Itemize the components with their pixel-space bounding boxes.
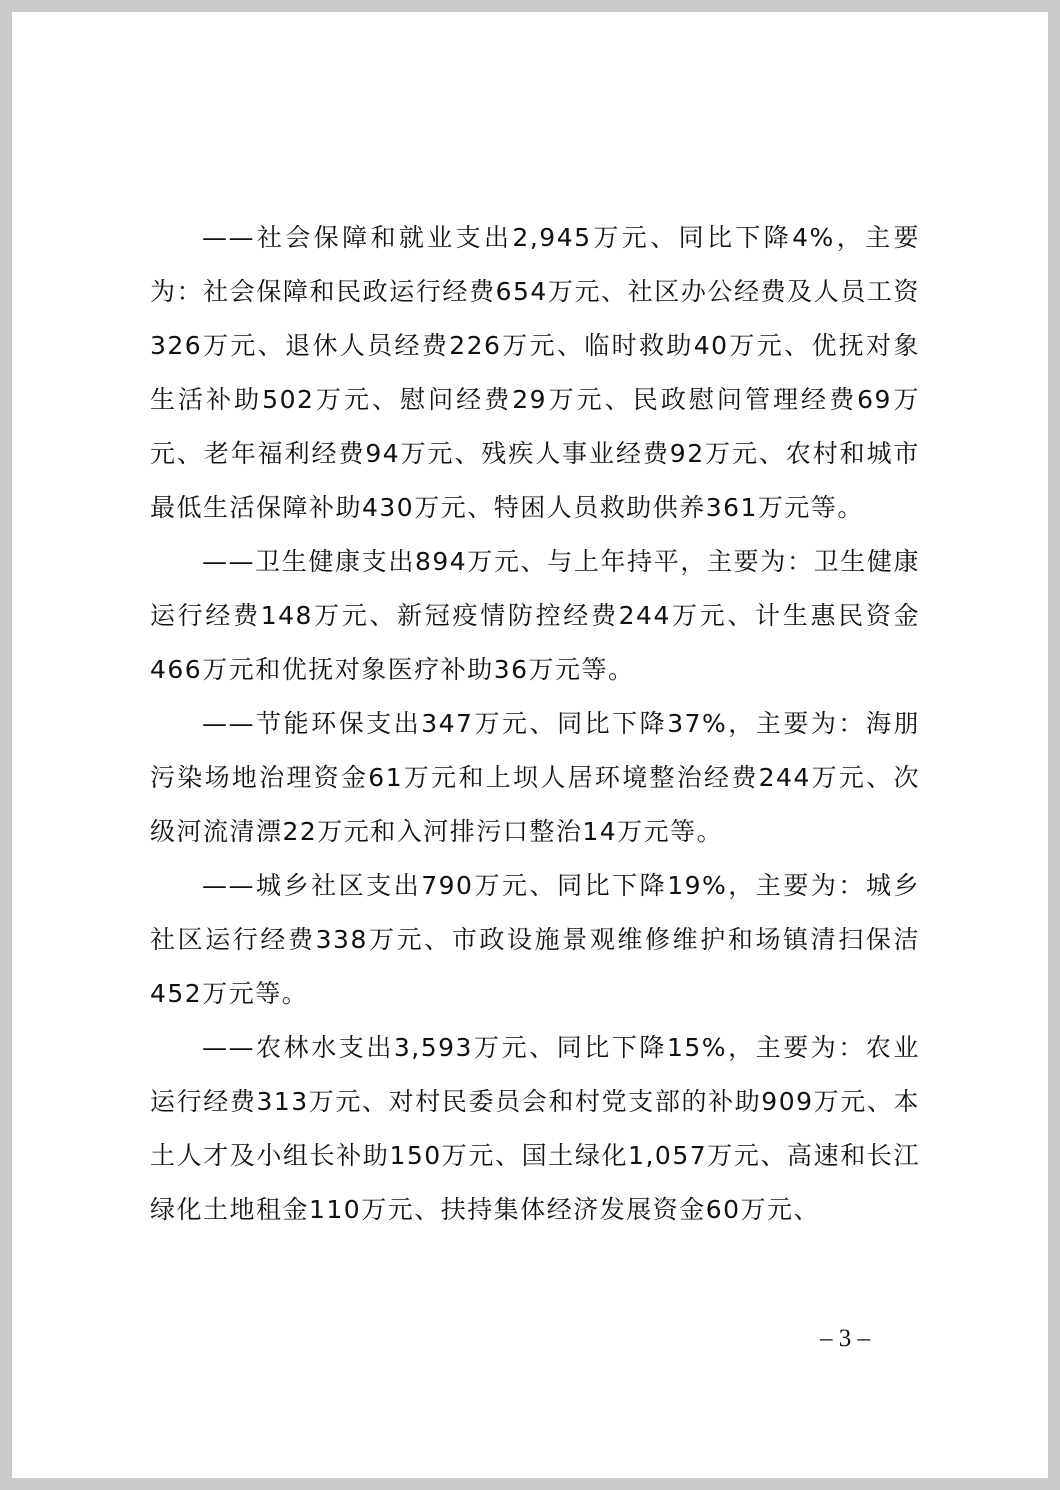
document-page xyxy=(12,12,1048,1478)
paragraph-urban-rural: ——城乡社区支出790万元、同比下降19%，主要为：城乡社区运行经费338万元、市政设施景观维修维护和场镇清扫保洁452万元等。 xyxy=(150,871,920,1008)
page-number: – 3 – xyxy=(820,1325,870,1352)
paragraph-agriculture: ——农林水支出3,593万元、同比下降15%，主要为：农业运行经费313万元、对村民委员会和村党支部的补助909万元、本土人才及小组长补助150万元、国土绿化1,057万元、高速和长江绿化土地租金110万元、扶持集体经济发展资金60万元、 xyxy=(150,1033,920,1224)
body-text xyxy=(150,211,920,1237)
paragraph-environment: ——节能环保支出347万元、同比下降37%，主要为：海朋污染场地治理资金61万元和上坝人居环境整治经费244万元、次级河流清漂22万元和入河排污口整治14万元等。 xyxy=(150,709,920,846)
paragraph-social-security: ——社会保障和就业支出2,945万元、同比下降4%，主要为：社会保障和民政运行经费654万元、社区办公经费及人员工资326万元、退休人员经费226万元、临时救助40万元、优抚对象生活补助502万元、慰问经费29万元、民政慰问管理经费69万元、老年福利经费94万元、残疾人事业经费92万元、农村和城市最低生活保障补助430万元、特困人员救助供养361万元等。 xyxy=(150,223,920,522)
paragraph-health: ——卫生健康支出894万元、与上年持平，主要为：卫生健康运行经费148万元、新冠疫情防控经费244万元、计生惠民资金466万元和优抚对象医疗补助36万元等。 xyxy=(150,547,920,684)
